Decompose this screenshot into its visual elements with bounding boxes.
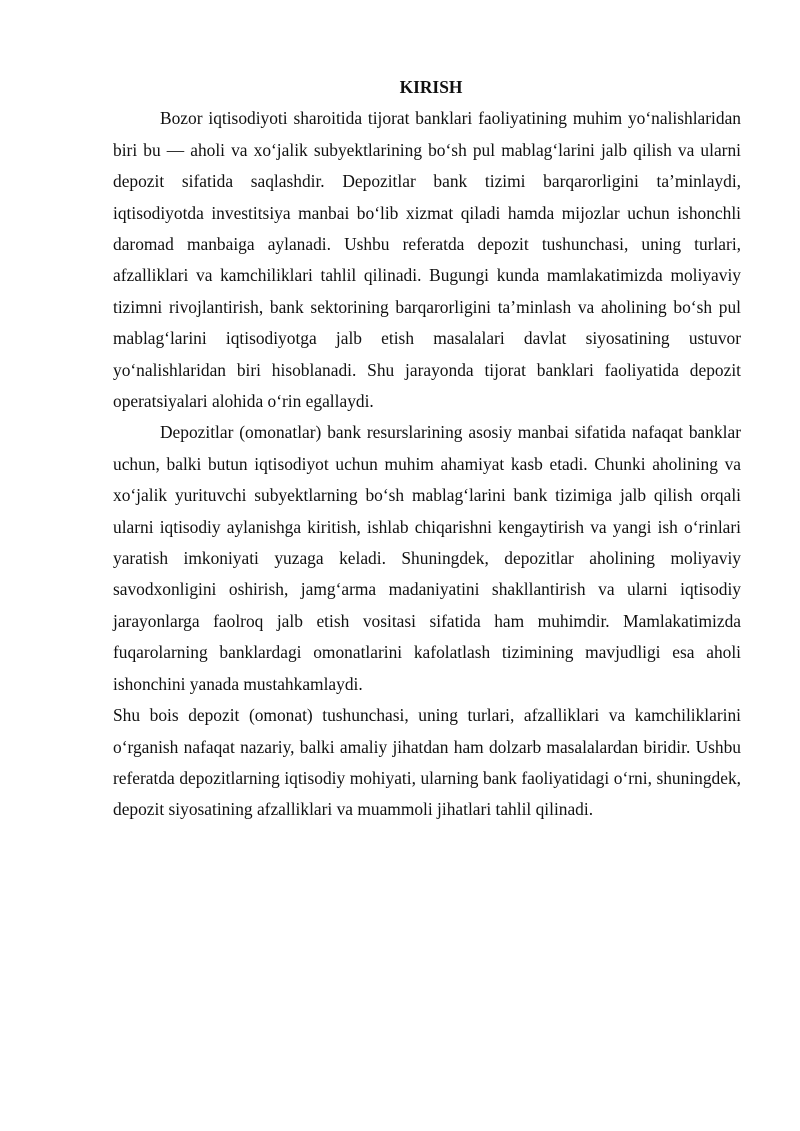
page-title: KIRISH [399, 77, 463, 97]
paragraph-deposits: Depozitlar (omonatlar) bank resurslarining asosiy manbai sifatida nafaqat banklar uchun, balki butun iqtisodiyot uchun muhim ahamiyat kasb etadi. Chunki aholining va xo‘jalik yurituvchi subyektlarning bo‘sh mablag‘larini bank tizimiga jalb qilish orqali ularni iqtisodiy aylanishga kiritish, ishlab chiqarishni kengaytirish va yangi ish o‘rinlari yaratish imkoniyati yuzaga keladi. Shuningdek, depozitlar aholining moliyaviy savodxonligini oshirish, jamg‘arma madaniyatini shakllantirish va ularni iqtisodiy jarayonlarga faolroq jalb etish vositasi sifatida ham muhimdir. Mamlakatimizda fuqarolarning banklardagi omonatlarini kafolatlash tizimining mavjudligi esa aholi ishonchini yanada mustahkamlaydi. [113, 422, 741, 694]
paragraph-conclusion: Shu bois depozit (omonat) tushunchasi, uning turlari, afzalliklari va kamchiliklarini o‘rganish nafaqat nazariy, balki amaliy jihatdan ham dolzarb masalalardan biridir. Ushbu referatda depozitlarning iqtisodiy mohiyati, ularning bank faoliyatidagi o‘rni, shuningdek, depozit siyosatining afzalliklari va muammoli jihatlari tahlil qilinadi. [113, 705, 741, 820]
paragraph-intro: Bozor iqtisodiyoti sharoitida tijorat banklari faoliyatining muhim yo‘nalishlaridan biri bu — aholi va xo‘jalik subyektlarining bo‘sh pul mablag‘larini jalb qilish va ularni depozit sifatida saqlashdir. Depozitlar bank tizimi barqarorligini ta’minlaydi, iqtisodiyotda investitsiya manbai bo‘lib xizmat qiladi hamda mijozlar uchun ishonchli daromad manbaiga aylanadi. Ushbu referatda depozit tushunchasi, uning turlari, afzalliklari va kamchiliklari tahlil qilinadi. Bugungi kunda mamlakatimizda moliyaviy tizimni rivojlantirish, bank sektorining barqarorligini ta’minlash va aholining bo‘sh pul mablag‘larini iqtisodiyotga jalb etish masalalari davlat siyosatining ustuvor yo‘nalishlaridan biri hisoblanadi. Shu jarayonda tijorat banklari faoliyatida depozit operatsiyalari alohida o‘rin egallaydi. [113, 108, 741, 412]
document-body [113, 72, 741, 826]
